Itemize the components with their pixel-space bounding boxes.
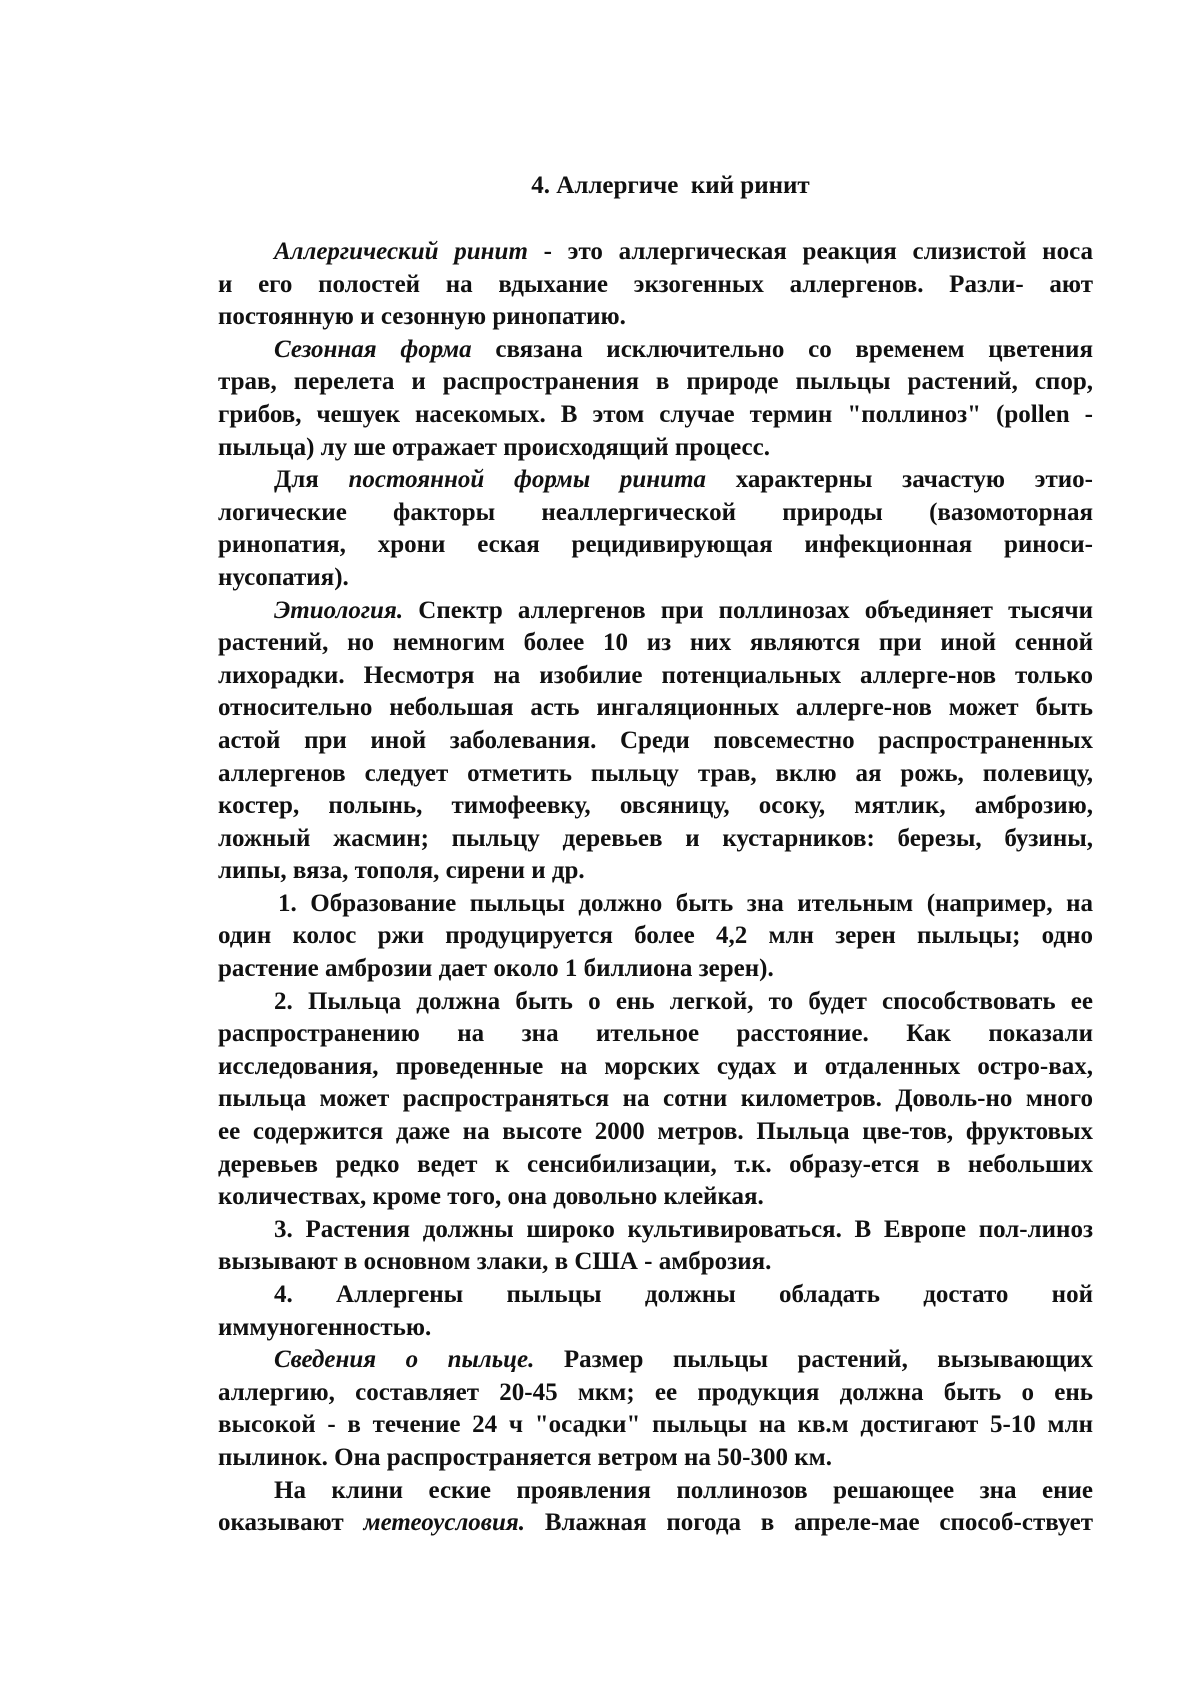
section-title: 4. Аллергиче кий ринит (531, 172, 810, 199)
text-line (218, 366, 1093, 399)
text-run: высокой - в течение 24 ч "осадки" пыльцы на кв.м достигают 5-10 млн (218, 1411, 1093, 1439)
text-run: грибов, чешуек насекомых. В этом случае термин "поллиноз" (pollen - (218, 400, 1093, 428)
text-run: и его полостей на вдыхание экзогенных аллергенов. Разли- ают (218, 270, 1093, 298)
text-run: нусопатия). (218, 563, 349, 591)
text-run: иммуногенностью. (218, 1313, 432, 1341)
text-line (218, 529, 1093, 562)
text-run: деревьев редко ведет к сенсибилизации, т.к. образу-ется в небольших (218, 1150, 1093, 1178)
text-run: распространению на зна ительное расстояние. Как показали (218, 1020, 1093, 1048)
text-line (218, 1149, 1093, 1182)
text-run: пыльца может распространяться на сотни километров. Доволь-но много (218, 1085, 1093, 1113)
text-line (218, 1442, 1093, 1475)
text-line (218, 1018, 1093, 1051)
text-line (218, 562, 1093, 595)
italic-term: метеоусловия. (363, 1509, 525, 1537)
text-run: 3. Растения должны широко культивироваться. В Европе пол-линоз (274, 1215, 1093, 1243)
text-line (218, 1246, 1093, 1279)
text-run: пыльца) лу ше отражает происходящий процесс. (218, 433, 770, 461)
text-line (218, 725, 1093, 758)
text-run: Для (274, 466, 349, 494)
text-line (218, 790, 1093, 823)
text-run: логические факторы неаллергической природы (вазомоторная (218, 498, 1093, 526)
text-line (218, 301, 1093, 334)
text-line (218, 432, 1093, 465)
text-run: липы, вяза, тополя, сирени и др. (218, 857, 585, 885)
text-line (218, 399, 1093, 432)
text-run: ее содержится даже на высоте 2000 метров. Пыльца цве-тов, фруктовых (218, 1118, 1093, 1146)
text-run: характерны зачастую этио- (706, 466, 1093, 494)
text-line (218, 758, 1093, 791)
text-run: 4. Аллергены пыльцы должны обладать достато ной (274, 1281, 1093, 1308)
text-line (218, 986, 1093, 1019)
text-run: пылинок. Она распространяется ветром на 50-300 км. (218, 1443, 832, 1471)
text-run: На клини еские проявления поллинозов решающее зна ение (274, 1476, 1093, 1504)
text-run: вызывают в основном злаки, в США - амброзия. (218, 1248, 772, 1276)
text-line (218, 334, 1093, 367)
text-run: астой при иной заболевания. Среди повсеместно распространенных (218, 726, 1093, 754)
text-line (218, 823, 1093, 856)
text-run: 1. Образование пыльцы должно быть зна ительным (например, на (278, 889, 1093, 917)
italic-term: Сезонная форма (274, 335, 472, 363)
text-line (218, 1181, 1093, 1214)
text-line (218, 1083, 1093, 1116)
text-run: трав, перелета и распространения в природе пыльцы растений, спор, (218, 368, 1093, 396)
text-run: лихорадки. Несмотря на изобилие потенциальных аллерге-нов только (218, 661, 1093, 689)
text-line (218, 1214, 1093, 1247)
text-run: аллергию, составляет 20-45 мкм; ее продукция должна быть о ень (218, 1378, 1093, 1406)
text-line (218, 855, 1093, 888)
text-run: Спектр аллергенов при поллинозах объединяет тысячи (403, 596, 1093, 624)
text-line (218, 1409, 1093, 1442)
text-run: ринопатия, хрони еская рецидивирующая инфекционная риноси- (218, 531, 1093, 559)
text-line (218, 236, 1093, 269)
text-line (218, 888, 1093, 921)
text-line (218, 627, 1093, 660)
text-run: связана исключительно со временем цветения (471, 335, 1093, 363)
text-line (218, 1279, 1093, 1312)
text-line (218, 660, 1093, 693)
italic-term: Аллергический ринит (274, 238, 528, 265)
text-line (218, 1507, 1093, 1540)
text-line (218, 692, 1093, 725)
text-line (218, 595, 1093, 628)
text-run: относительно небольшая асть ингаляционных аллерге-нов может быть (218, 694, 1093, 722)
text-run: костер, полынь, тимофеевку, овсяницу, осоку, мятлик, амброзию, (218, 792, 1093, 820)
text-run: - это аллергическая реакция слизистой носа (527, 238, 1093, 265)
text-line (218, 920, 1093, 953)
body-text (218, 236, 1093, 1540)
text-line (218, 497, 1093, 530)
text-run: растений, но немногим более 10 из них являются при иной сенной (218, 629, 1093, 657)
text-line (218, 1344, 1093, 1377)
text-line (218, 1475, 1093, 1508)
text-run: постоянную и сезонную ринопатию. (218, 303, 626, 331)
text-line (218, 1051, 1093, 1084)
text-run: количествах, кроме того, она довольно клейкая. (218, 1183, 764, 1211)
text-run: Размер пыльцы растений, вызывающих (534, 1346, 1094, 1374)
italic-term: Сведения о пыльце. (274, 1346, 535, 1374)
text-line (218, 1312, 1093, 1345)
text-run: растение амброзии дает около 1 биллиона зерен). (218, 955, 774, 983)
text-line (218, 953, 1093, 986)
text-run: Влажная погода в апреле-мае способ-ствует (524, 1509, 1093, 1537)
text-run: аллергенов следует отметить пыльцу трав, вклю ая рожь, полевицу, (218, 759, 1093, 787)
text-run: ложный жасмин; пыльцу деревьев и кустарников: березы, бузины, (218, 824, 1093, 852)
text-line (218, 269, 1093, 302)
text-run: оказывают (218, 1509, 364, 1537)
text-line (218, 1116, 1093, 1149)
text-run: один колос ржи продуцируется более 4,2 млн зерен пыльцы; одно (218, 922, 1093, 950)
text-run: исследования, проведенные на морских судах и отдаленных остро-вах, (218, 1052, 1093, 1080)
italic-term: Этиология. (274, 596, 404, 624)
italic-term: постоянной формы ринита (348, 466, 707, 494)
text-line (218, 1377, 1093, 1410)
text-run: 2. Пыльца должна быть о ень легкой, то будет способствовать ее (274, 987, 1093, 1015)
text-line (218, 464, 1093, 497)
